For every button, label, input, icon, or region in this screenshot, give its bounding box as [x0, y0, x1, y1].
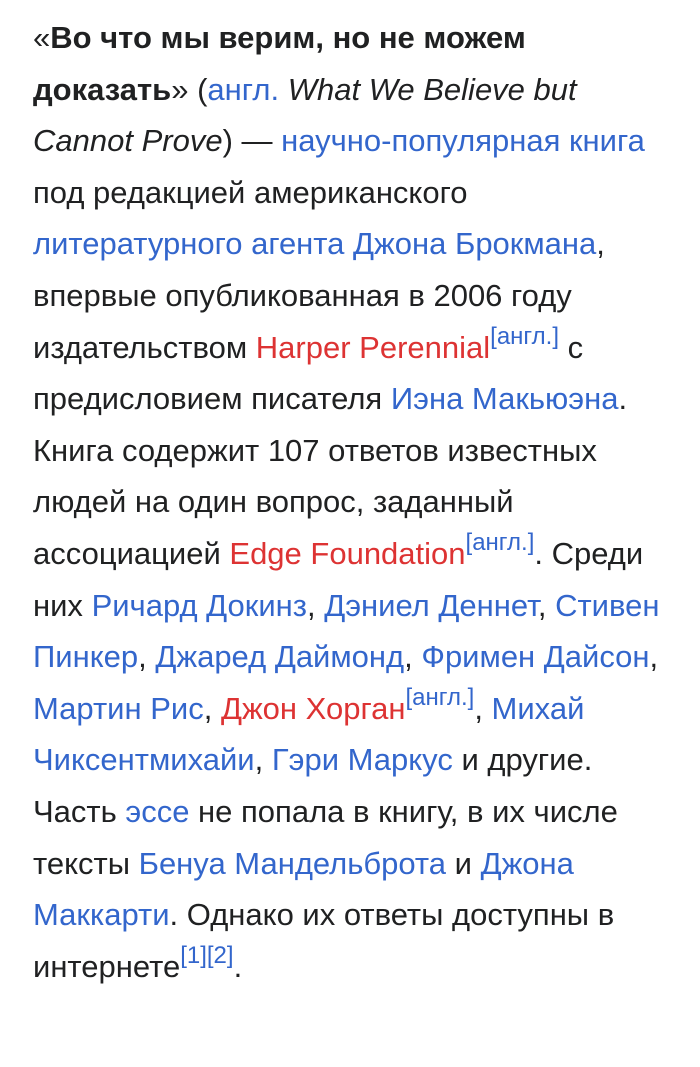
dennett-link[interactable]: Дэниел Деннет	[324, 587, 538, 623]
text-fragment: .	[233, 948, 243, 984]
dawkins-link[interactable]: Ричард Докинз	[91, 587, 307, 623]
separator: ,	[203, 690, 221, 726]
text-fragment: . Среди них	[33, 535, 644, 623]
marcus-link[interactable]: Гэри Маркус	[271, 742, 453, 778]
mccarthy-link[interactable]: Джона Маккарти	[33, 845, 574, 933]
publisher-interwiki-ref[interactable]	[490, 323, 559, 350]
literary-agent-link[interactable]: литературного агента	[33, 226, 345, 262]
publisher-ref-link[interactable]: [англ.]	[490, 322, 559, 350]
footnote-refs	[180, 942, 233, 969]
lead-paragraph	[33, 12, 684, 992]
text-fragment: ) —	[222, 123, 282, 159]
brockman-link[interactable]: Джона Брокмана	[353, 226, 597, 262]
pinker-link[interactable]: Стивен Пинкер	[33, 587, 660, 675]
edge-interwiki-ref[interactable]	[466, 529, 535, 556]
text-fragment: под редакцией американского	[33, 174, 468, 210]
book-title: Во что мы верим, но не можем доказать	[33, 20, 526, 107]
footnote-ref-1[interactable]: [1]	[180, 941, 207, 969]
horgan-link[interactable]: Джон Хорган	[220, 690, 406, 726]
original-title: What We Believe but Cannot Prove	[33, 71, 577, 159]
language-link-english[interactable]: англ.	[207, 71, 280, 107]
text-fragment	[344, 226, 353, 261]
text-fragment: (	[188, 71, 208, 107]
csikszentmihalyi-link[interactable]: Михай Чиксентмихайи	[33, 690, 585, 778]
publisher-link[interactable]: Harper Perennial	[255, 329, 491, 365]
diamond-link[interactable]: Джаред Даймонд	[155, 639, 405, 675]
genre-link[interactable]: научно-популярная книга	[281, 123, 645, 159]
text-fragment: с предисловием писателя	[33, 329, 584, 417]
text-fragment: . Однако их ответы доступны в интернете	[33, 897, 615, 984]
horgan-interwiki-ref[interactable]	[405, 684, 474, 711]
mcewan-link[interactable]: Иэна Макьюэна	[390, 381, 619, 417]
text-fragment: и	[446, 845, 481, 881]
edge-foundation-link[interactable]: Edge Foundation	[229, 535, 466, 571]
text-fragment: , впервые опубликованная в 2006 году издательством	[33, 226, 605, 365]
dyson-link[interactable]: Фримен Дайсон	[421, 639, 650, 675]
edge-ref-link[interactable]: [англ.]	[465, 528, 535, 556]
rees-link[interactable]: Мартин Рис	[33, 690, 204, 726]
mandelbrot-link[interactable]: Бенуа Мандельброта	[138, 845, 447, 881]
separator: ,	[649, 639, 659, 675]
text-fragment: . Книга содержит 107 ответов известных людей на один вопрос, заданный ассоциацией	[33, 381, 628, 571]
text-fragment: и другие. Часть	[33, 742, 593, 829]
text-fragment: не попала в книгу, в их числе тексты	[33, 793, 618, 881]
footnote-ref-2[interactable]: [2]	[206, 941, 234, 969]
separator: ,	[138, 639, 156, 675]
separator: ,	[474, 690, 492, 726]
horgan-ref-link[interactable]: [англ.]	[405, 683, 475, 711]
separator: ,	[537, 587, 556, 623]
separator: ,	[306, 587, 325, 623]
close-quote: »	[171, 71, 189, 107]
essay-link[interactable]: эссе	[125, 793, 190, 829]
open-quote: «	[33, 20, 51, 55]
separator: ,	[254, 742, 272, 778]
separator: ,	[404, 639, 422, 675]
